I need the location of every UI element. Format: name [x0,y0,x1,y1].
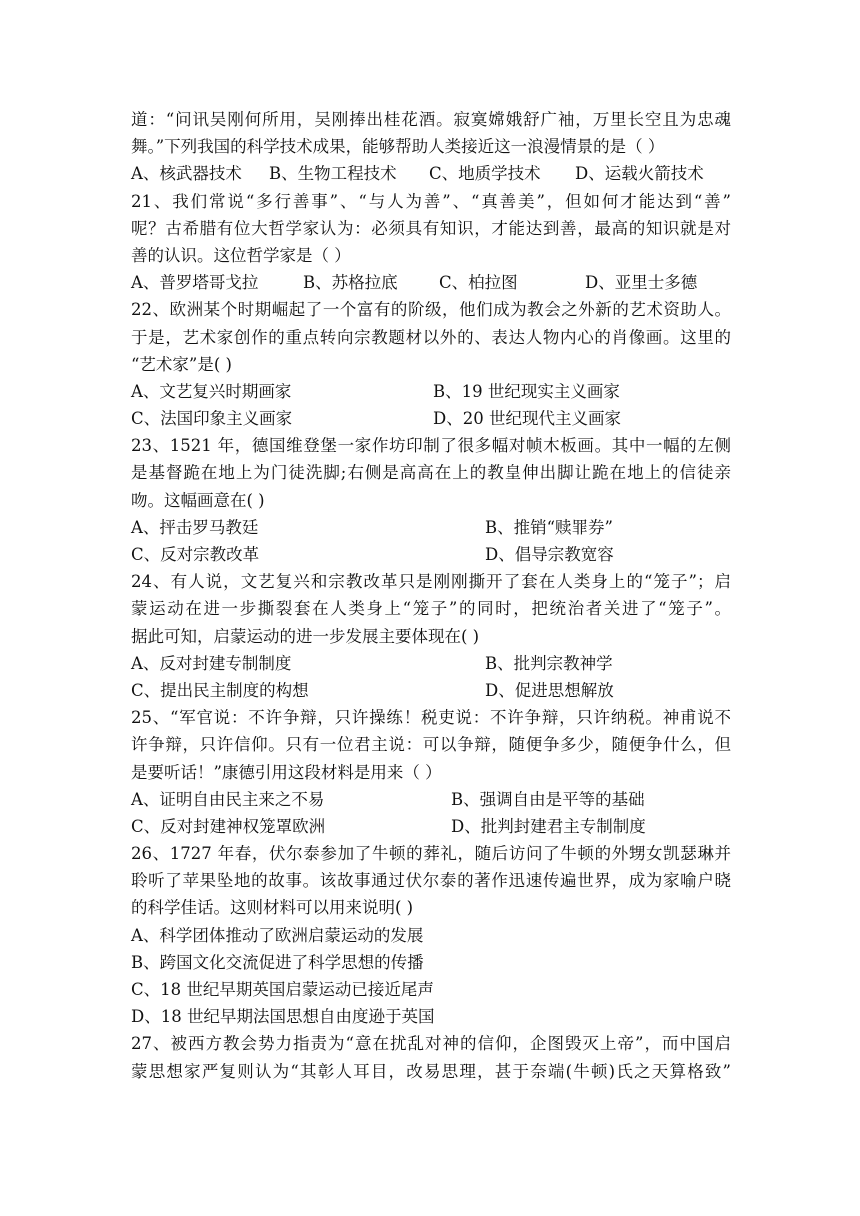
question-21-line: 呢？古希腊有位大哲学家认为：必须具有知识，才能达到善，最高的知识就是对 [131,218,731,238]
answer-options-q20 [131,160,731,187]
option-c: C、法国印象主义画家 [131,409,293,429]
question-24-line: 24、有人说，文艺复兴和宗教改革只是刚刚撕开了套在人类身上的“笼子”；启 [131,572,731,592]
option-a: A、核武器技术 [131,164,242,184]
question-26-line: 的科学佳话。这则材料可以用来说明( ) [131,898,414,918]
option-d: D、促进思想解放 [485,680,614,700]
option-c: C、18 世纪早期英国启蒙运动已接近尾声 [131,980,434,999]
answer-options-q22 [131,405,731,432]
answer-options-q24 [131,677,731,704]
question-22-line: “艺术家”是( ) [131,354,232,374]
answer-options-q25 [131,786,731,813]
option-d: D、20 世纪现代主义画家 [433,409,621,429]
answer-options-q24 [131,650,731,677]
question-25-line: 许争辩，只许信仰。只有一位君主说：可以争辩，随便争多少，随便争什么，但 [131,735,731,755]
option-b: B、推销“赎罪券” [485,517,613,537]
question-23-line: 吻。这幅画意在( ) [131,490,265,510]
option-a: A、反对封建专制制度 [131,653,292,673]
option-a: A、文艺复兴时期画家 [131,381,292,401]
question-23-line: 23、1521 年，德国维登堡一家作坊印制了很多幅对帧木板画。其中一幅的左侧 [131,436,731,456]
text-line: 道：“问讯吴刚何所用，吴刚捧出桂花酒。寂寞嫦娥舒广袖，万里长空且为忠魂 [131,110,731,129]
question-25-line: 是要听话！”康德引用这段材料是用来（ ） [131,762,442,782]
answer-options-q22 [131,378,731,405]
option-b: B、跨国文化交流促进了科学思想的传播 [131,952,424,972]
option-d: D、18 世纪早期法国思想自由度逊于英国 [131,1007,435,1027]
text-line: 舞。”下列我国的科学技术成果，能够帮助人类接近这一浪漫情景的是（ ） [131,137,665,157]
question-22-line: 22、欧洲某个时期崛起了一个富有的阶级，他们成为教会之外新的艺术资助人。 [131,300,731,320]
question-26-line: 26、1727 年春，伏尔泰参加了牛顿的葬礼，随后访问了牛顿的外甥女凯瑟琳并 [131,844,731,864]
option-d: D、亚里士多德 [585,273,698,293]
option-b: B、强调自由是平等的基础 [451,789,645,809]
answer-options-q23 [131,514,731,541]
option-b: B、19 世纪现实主义画家 [433,381,620,401]
question-24-line: 蒙运动在进一步撕裂套在人类身上“笼子”的同时，把统治者关进了“笼子”。 [131,599,731,619]
question-27-line: 27、被西方教会势力指责为“意在扰乱对神的信仰，企图毁灭上帝”，而中国启 [131,1034,731,1054]
option-d: D、运载火箭技术 [575,164,704,184]
option-c: C、反对封建神权笼罩欧洲 [131,816,326,836]
option-b: B、生物工程技术 [269,164,397,184]
option-c: C、提出民主制度的构想 [131,680,309,700]
option-a: A、抨击罗马教廷 [131,517,259,537]
answer-options-q25 [131,813,731,840]
option-a: A、科学团体推动了欧洲启蒙运动的发展 [131,925,424,945]
question-text-block [131,106,731,1085]
option-c: C、柏拉图 [439,273,518,293]
option-a: A、普罗塔哥戈拉 [131,273,259,293]
question-21-line: 善的认识。这位哲学家是（ ） [131,245,351,265]
option-b: B、批判宗教神学 [485,653,613,673]
answer-options-q23 [131,541,731,568]
question-27-line: 蒙思想家严复则认为“其彰人耳目，改易思理，甚于奈端(牛顿)氏之天算格致” [131,1061,731,1081]
option-c: C、反对宗教改革 [131,545,260,564]
question-22-line: 于是，艺术家创作的重点转向宗教题材以外的、表达人物内心的肖像画。这里的 [131,327,731,347]
option-d: D、倡导宗教宽容 [485,545,614,564]
option-d: D、批判封建君主专制制度 [451,816,646,836]
option-a: A、证明自由民主来之不易 [131,789,325,809]
question-26-line: 聆听了苹果坠地的故事。该故事通过伏尔泰的著作迅速传遍世界，成为家喻户晓 [131,871,731,891]
question-25-line: 25、“军官说：不许争辩，只许操练！税吏说：不许争辩，只许纳税。神甫说不 [131,708,731,728]
option-c: C、地质学技术 [429,164,541,184]
answer-options-q21 [131,269,731,296]
question-21-line: 21、我们常说“多行善事”、“与人为善”、“真善美”，但如何才能达到“善” [131,191,731,211]
question-23-line: 是基督跪在地上为门徒洗脚;右侧是高高在上的教皇伸出脚让跪在地上的信徒亲 [131,463,731,483]
option-b: B、苏格拉底 [303,273,398,293]
question-24-line: 据此可知，启蒙运动的进一步发展主要体现在( ) [131,626,480,646]
